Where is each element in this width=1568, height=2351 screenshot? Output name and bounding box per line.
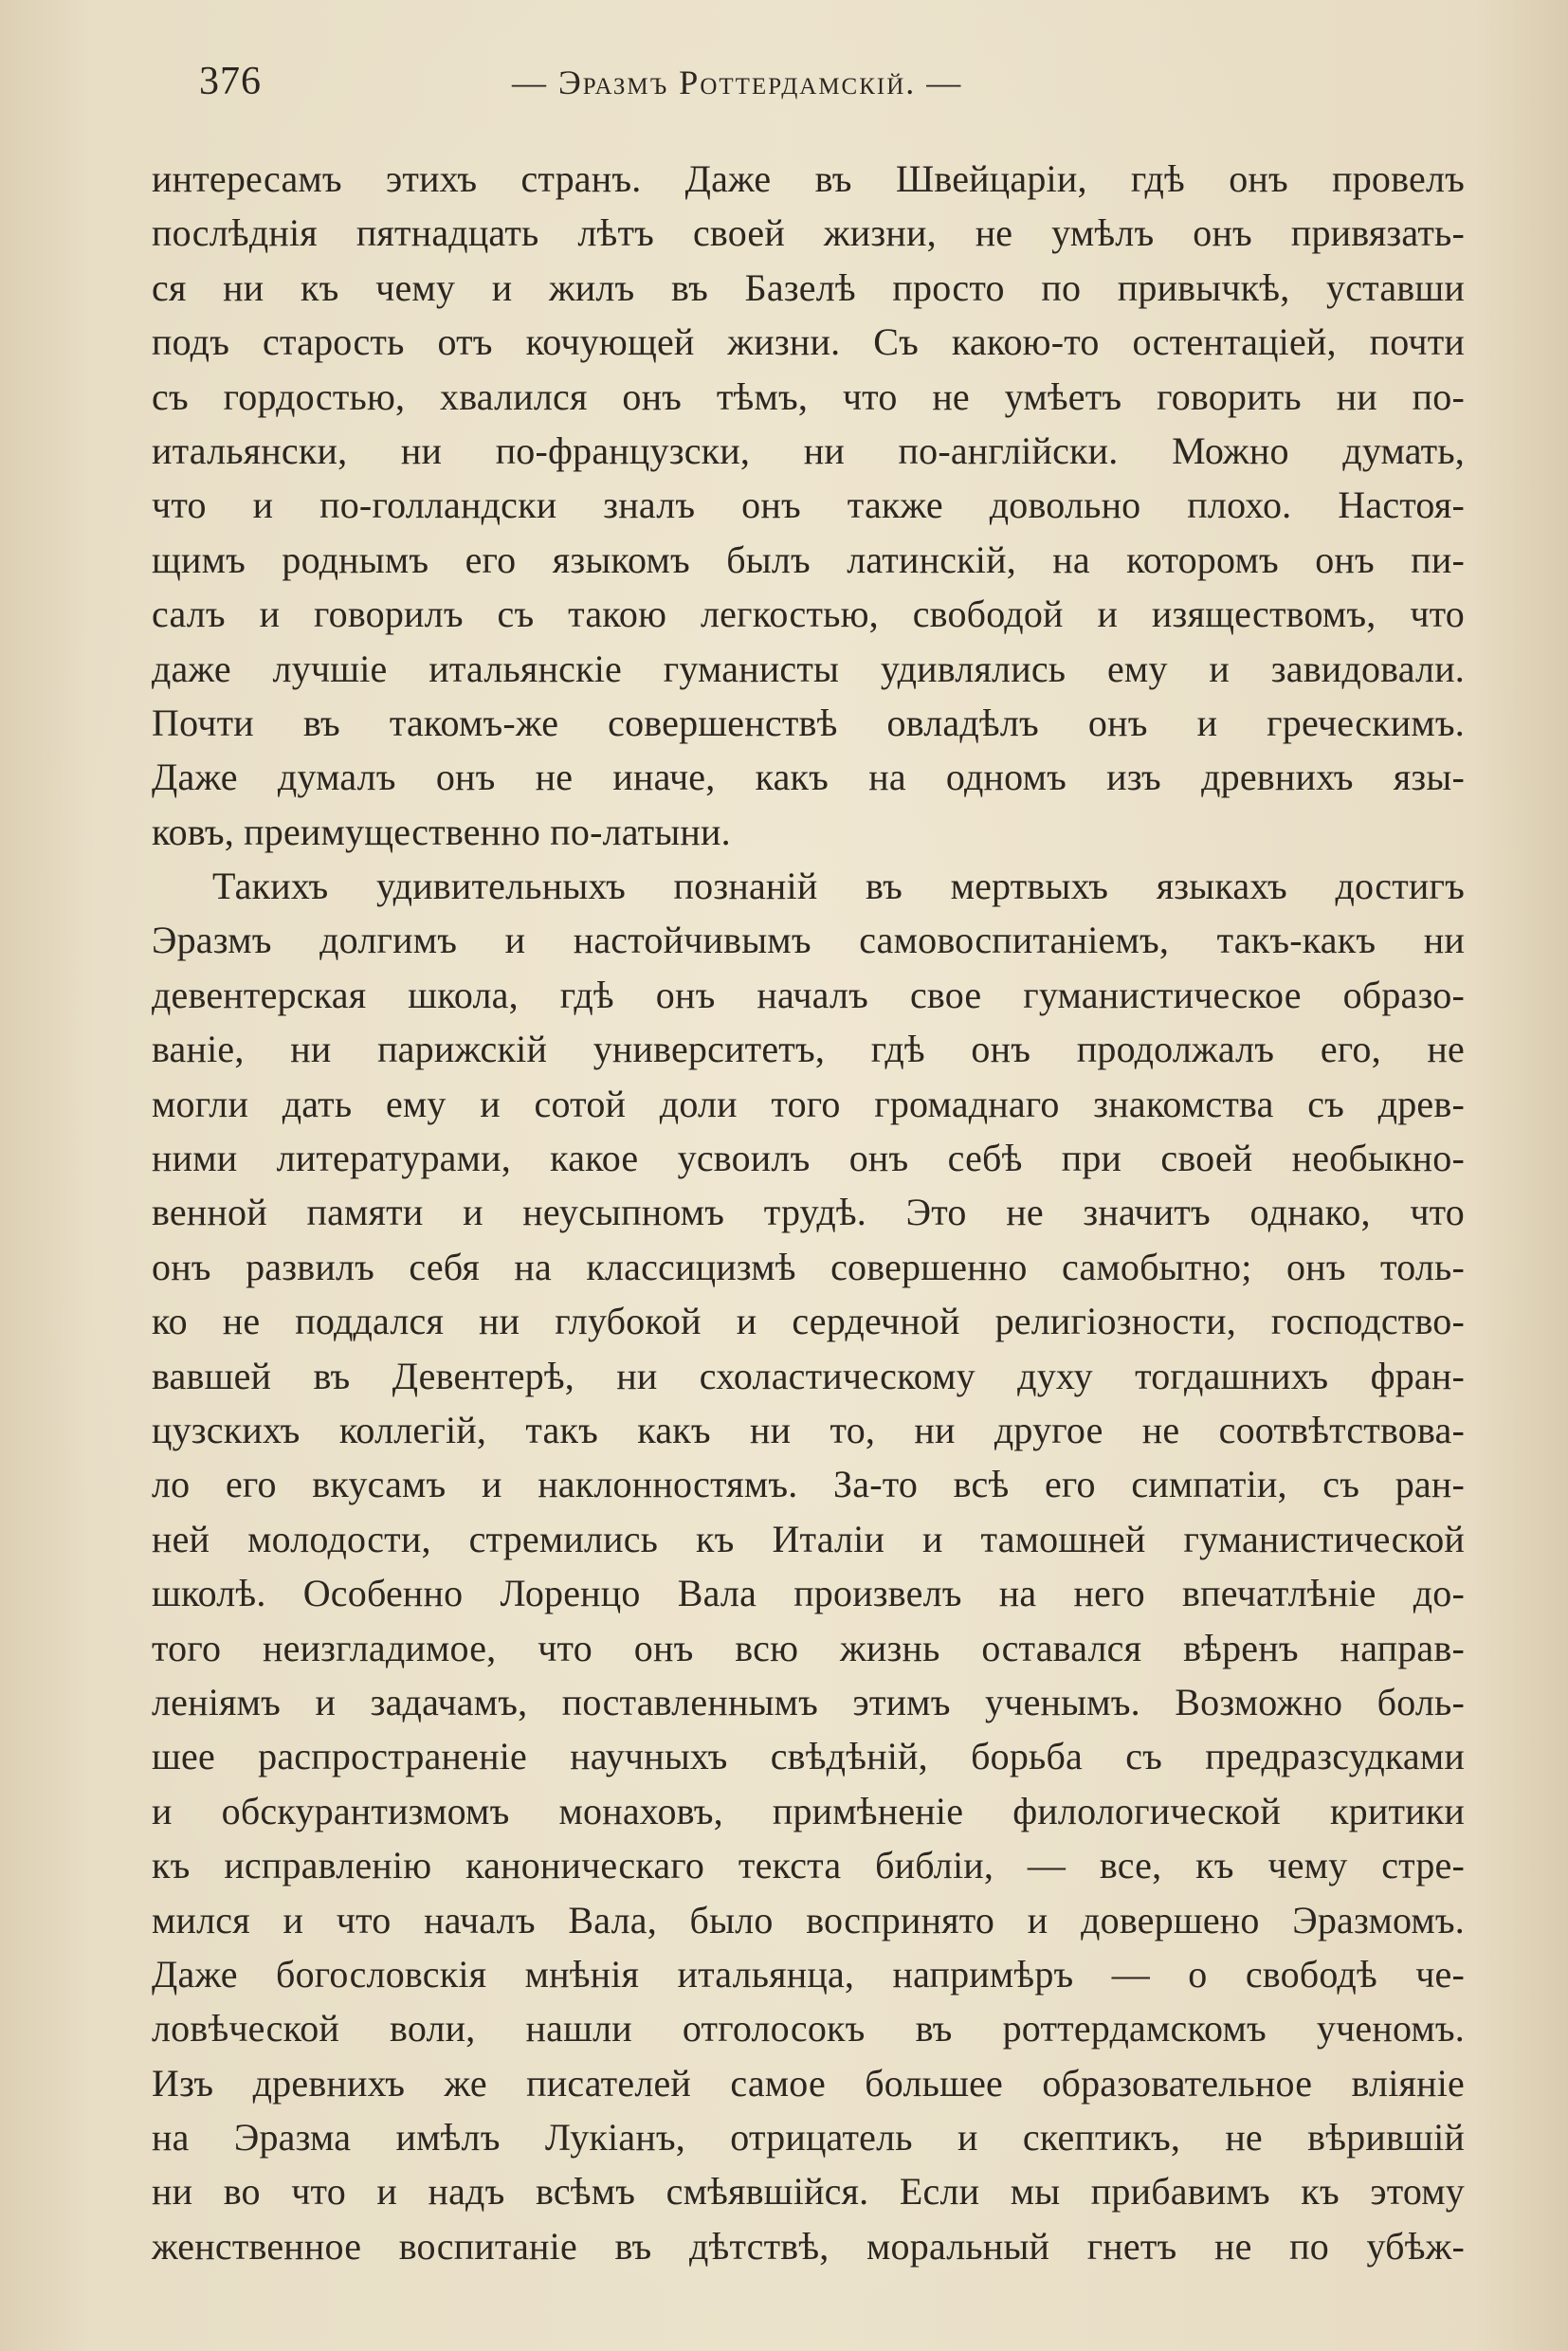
- text-line: того неизгладимое, что онъ всю жизнь оставался вѣренъ направ-: [152, 1626, 1465, 1669]
- text-line: съ гордостью, хвалился онъ тѣмъ, что не умѣетъ говорить ни по-: [152, 374, 1465, 418]
- text-line: щимъ роднымъ его языкомъ былъ латинскій, на которомъ онъ пи-: [152, 538, 1465, 581]
- text-line: цузскихъ коллегій, такъ какъ ни то, ни другое не соотвѣтствова-: [152, 1408, 1465, 1451]
- text-line: Даже думалъ онъ не иначе, какъ на одномъ изъ древнихъ язы-: [152, 756, 1465, 799]
- text-line: интересамъ этихъ странъ. Даже въ Швейцаріи, гдѣ онъ провелъ: [152, 157, 1465, 200]
- text-line: даже лучшіе итальянскіе гуманисты удивлялись ему и завидовали.: [152, 647, 1465, 690]
- text-line: Даже богословскія мнѣнія итальянца, напримѣръ — о свободѣ че-: [152, 1952, 1465, 1996]
- text-line: Изъ древнихъ же писателей самое большее образовательное вліяніе: [152, 2061, 1465, 2105]
- text-line: послѣднія пятнадцать лѣтъ своей жизни, не умѣлъ онъ привязать-: [152, 211, 1465, 255]
- text-line: на Эразма имѣлъ Лукіанъ, отрицатель и скептикъ, не вѣрившій: [152, 2116, 1465, 2160]
- text-line: салъ и говорилъ съ такою легкостью, свободой и изяществомъ, что: [152, 592, 1465, 636]
- text-line: ними литературами, какое усвоилъ онъ себѣ при своей необыкно-: [152, 1137, 1465, 1180]
- text-line: ко не поддался ни глубокой и сердечной религіозности, господство-: [152, 1300, 1465, 1343]
- text-line: что и по-голландски зналъ онъ также довольно плохо. Настоя-: [152, 483, 1465, 527]
- text-line: Эразмъ долгимъ и настойчивымъ самовоспитаніемъ, такъ-какъ ни: [152, 919, 1465, 962]
- text-line: подъ старость отъ кочующей жизни. Съ какою-то остентаціей, почти: [152, 320, 1465, 364]
- body-text: [152, 152, 1465, 2273]
- text-line-paragraph-start: Такихъ удивительныхъ познаній въ мертвыхъ языкахъ достигъ: [212, 865, 1465, 908]
- text-line: шее распространеніе научныхъ свѣдѣній, борьба съ предразсудками: [152, 1735, 1465, 1778]
- text-line: могли дать ему и сотой доли того громаднаго знакомства съ древ-: [152, 1082, 1465, 1125]
- text-line: ловѣческой воли, нашли отголосокъ въ роттердамскомъ ученомъ.: [152, 2007, 1465, 2050]
- text-line: школѣ. Особенно Лоренцо Вала произвелъ на него впечатлѣніе до-: [152, 1572, 1465, 1615]
- running-title: — Эразмъ Роттердамскій. —: [512, 64, 963, 101]
- text-line: ло его вкусамъ и наклонностямъ. За-то всѣ его симпатіи, съ ран-: [152, 1463, 1465, 1506]
- text-line-paragraph-end: ковъ, преимущественно по-латыни.: [152, 810, 731, 853]
- text-line: вавшей въ Девентерѣ, ни схоластическому духу тогдашнихъ фран-: [152, 1354, 1465, 1397]
- text-line: леніямъ и задачамъ, поставленнымъ этимъ ученымъ. Возможно боль-: [152, 1680, 1465, 1723]
- text-line: ни во что и надъ всѣмъ смѣявшійся. Если мы прибавимъ къ этому: [152, 2170, 1465, 2214]
- text-line: ваніе, ни парижскій университетъ, гдѣ онъ продолжалъ его, не: [152, 1028, 1465, 1071]
- text-line: женственное воспитаніе въ дѣтствѣ, моральный гнетъ не по убѣж-: [152, 2224, 1465, 2268]
- text-line: девентерская школа, гдѣ онъ началъ свое гуманистическое образо-: [152, 973, 1465, 1016]
- text-line: ся ни къ чему и жилъ въ Базелѣ просто по привычкѣ, уставши: [152, 265, 1465, 309]
- text-line: венной памяти и неусыпномъ трудѣ. Это не значитъ однако, что: [152, 1191, 1465, 1234]
- text-line: итальянски, ни по-французски, ни по-англійски. Можно думать,: [152, 428, 1465, 472]
- text-line: Почти въ такомъ-же совершенствѣ овладѣлъ онъ и греческимъ.: [152, 701, 1465, 744]
- text-line: мился и что началъ Вала, было воспринято и довершено Эразмомъ.: [152, 1898, 1465, 1941]
- page-header: [199, 59, 1469, 116]
- text-line: и обскурантизмомъ монаховъ, примѣненіе филологической критики: [152, 1789, 1465, 1832]
- page-number: 376: [199, 60, 262, 103]
- text-line: къ исправленію каноническаго текста библіи, — все, къ чему стре-: [152, 1844, 1465, 1887]
- text-line: онъ развилъ себя на классицизмѣ совершенно самобытно; онъ толь-: [152, 1245, 1465, 1288]
- text-line: ней молодости, стремились къ Италіи и тамошней гуманистической: [152, 1517, 1465, 1560]
